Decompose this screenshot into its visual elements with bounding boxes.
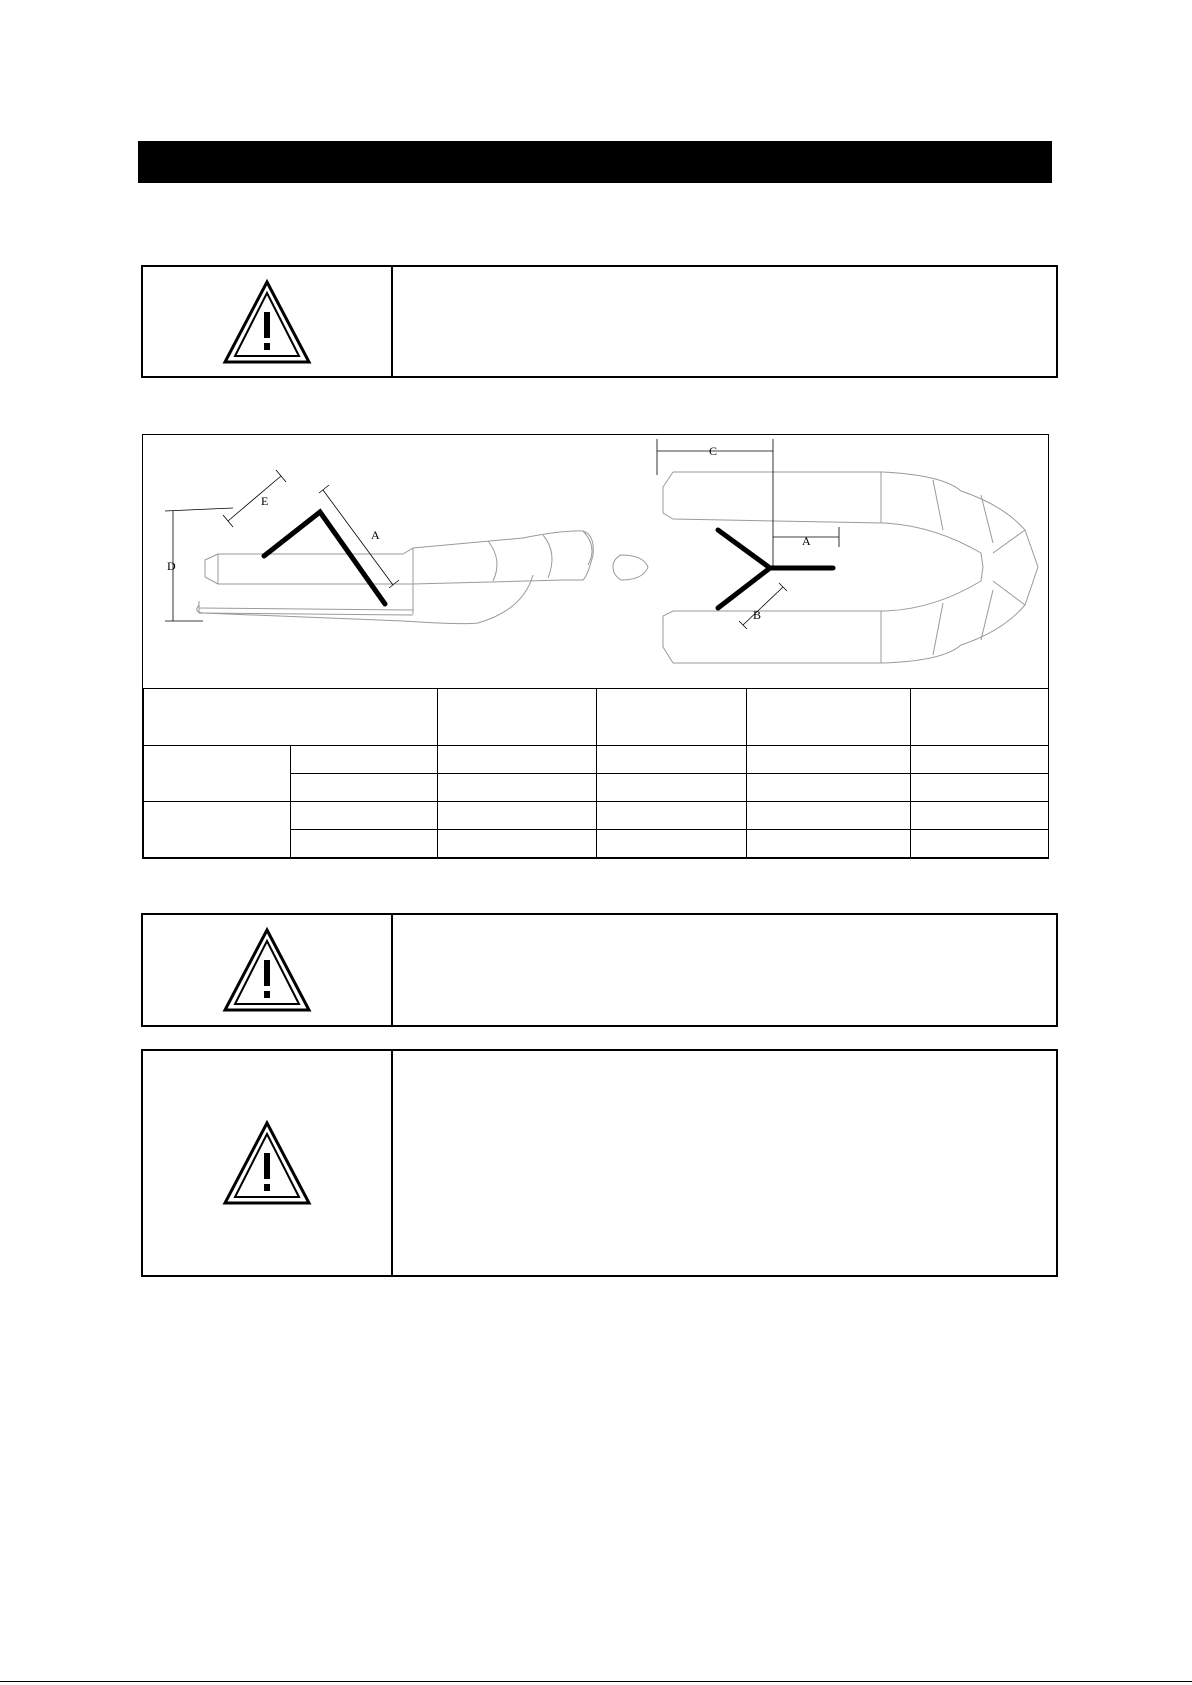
- spec-table-cell: [438, 774, 597, 802]
- label-b: B: [753, 608, 762, 622]
- spec-table-cell: [438, 802, 597, 830]
- spec-table-cell: [911, 802, 1049, 830]
- warning-box-1: [141, 265, 1058, 378]
- spec-table-group-label: [144, 746, 291, 802]
- spec-table-cell: [911, 830, 1049, 858]
- spec-table-header-cell: [911, 689, 1049, 746]
- label-a-top: A: [802, 534, 811, 548]
- warning-triangle-icon: [221, 1119, 313, 1207]
- spec-table-header-cell: [144, 689, 438, 746]
- spec-table-cell: [911, 746, 1049, 774]
- spec-table-header-row: [144, 689, 1049, 746]
- side-dimension-labels: [167, 494, 380, 573]
- spec-table-cell: [291, 774, 438, 802]
- spec-table-cell: [597, 802, 747, 830]
- label-c: C: [709, 444, 718, 458]
- spec-table: [143, 688, 1049, 858]
- spec-table-cell: [597, 774, 747, 802]
- spec-table-cell: [438, 746, 597, 774]
- frame-top-thick: [718, 530, 833, 608]
- warning-text: [393, 915, 1056, 1025]
- spec-table-cell: [747, 802, 911, 830]
- top-dimension-lines: [657, 439, 839, 629]
- label-d: D: [167, 559, 176, 573]
- warning-icon-cell: [143, 1051, 393, 1275]
- boat-dimension-figure: [143, 435, 1048, 688]
- spec-table-header-cell: [597, 689, 747, 746]
- warning-icon-cell: [143, 267, 393, 376]
- warning-text: [393, 267, 1056, 376]
- spec-table-cell: [597, 746, 747, 774]
- page-footer-rule: [0, 1681, 1192, 1682]
- warning-box-2: [141, 913, 1058, 1027]
- spec-table-row: [144, 746, 1049, 774]
- spec-table-cell: [291, 746, 438, 774]
- spec-table-header-cell: [438, 689, 597, 746]
- label-e: E: [261, 494, 269, 508]
- spec-table-cell: [747, 830, 911, 858]
- spec-table-cell: [911, 774, 1049, 802]
- spec-table-cell: [291, 802, 438, 830]
- side-dimension-lines: [165, 470, 399, 621]
- spec-table-header-cell: [747, 689, 911, 746]
- warning-triangle-icon: [221, 278, 313, 366]
- section-header-bar: [138, 141, 1052, 183]
- spec-table-cell: [747, 774, 911, 802]
- warning-icon-cell: [143, 915, 393, 1025]
- dimension-diagram-panel: [142, 434, 1049, 859]
- boat-side-view: [197, 531, 594, 624]
- frame-side-thick: [264, 512, 385, 604]
- spec-table-row: [144, 802, 1049, 830]
- spec-table-cell: [438, 830, 597, 858]
- spec-table-group-label: [144, 802, 291, 858]
- spec-table-cell: [597, 830, 747, 858]
- spec-table-cell: [747, 746, 911, 774]
- label-a-side: A: [371, 528, 380, 542]
- warning-triangle-icon: [221, 926, 313, 1014]
- spec-table-cell: [291, 830, 438, 858]
- warning-text: [393, 1051, 1056, 1275]
- warning-box-3: [141, 1049, 1058, 1277]
